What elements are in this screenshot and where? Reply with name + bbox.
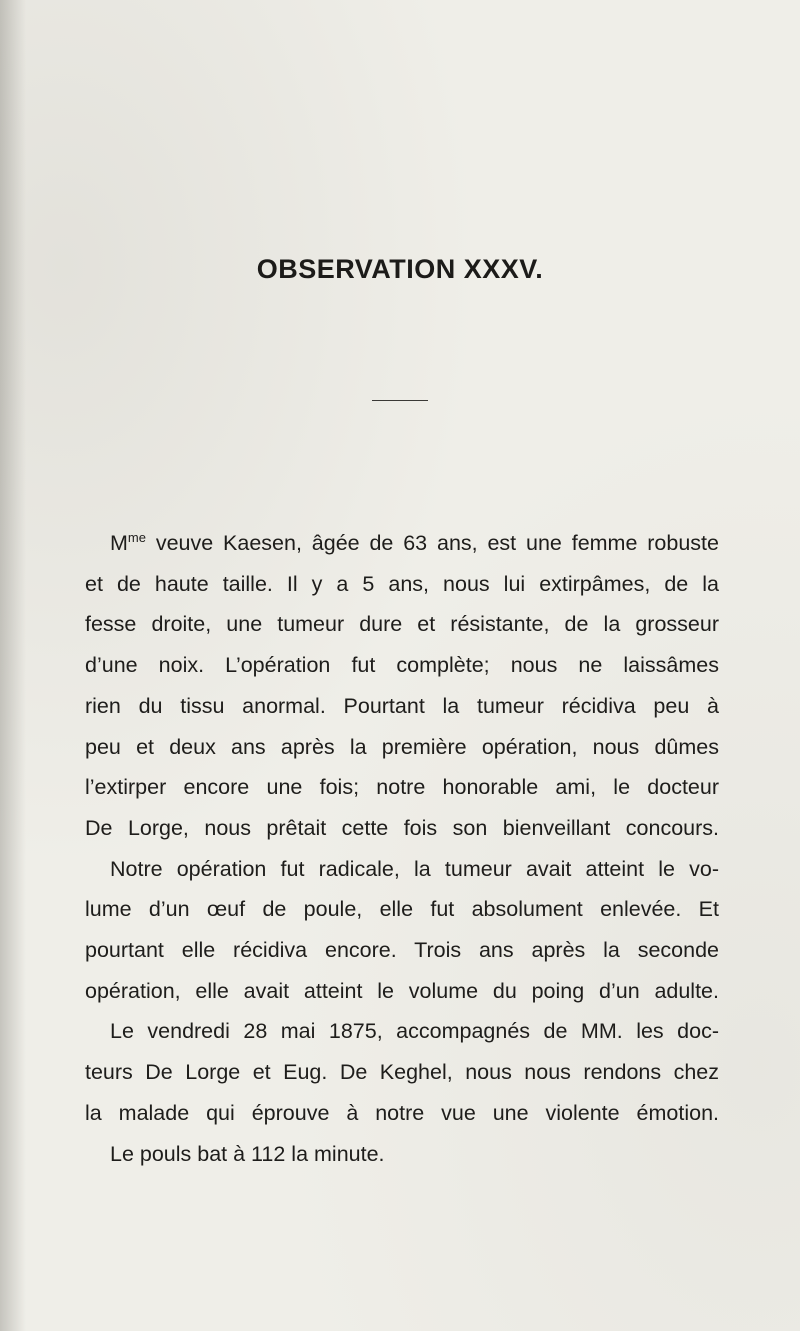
opening-line-rest: veuve Kaesen, âgée de 63 ans, est une femme robuste [145,531,719,555]
observation-body [85,523,719,1174]
text-line-5: rien du tissu anormal. Pourtant la tumeur récidiva peu à [85,693,719,718]
abbrev-superscript: me [127,530,146,545]
text-line-7: l’extirper encore une fois; notre honorable ami, le docteur [85,775,719,800]
text-line-11: pourtant elle récidiva encore. Trois ans après la seconde [85,938,719,963]
text-line-4: d’une noix. L’opération fut complète; nous ne laissâmes [85,653,719,678]
text-line-16: Le pouls bat à 112 la minute. [110,1141,385,1166]
text-line-3: fesse droite, une tumeur dure et résistante, de la grosseur [85,612,719,637]
abbrev-madame: $M^{me}$ [110,530,146,555]
separator-rule [372,400,428,401]
text-line-6: peu et deux ans après la première opération, nous dûmes [85,734,719,759]
text-line-15: la malade qui éprouve à notre vue une violente émotion. [85,1100,719,1125]
binding-shadow [0,0,26,1331]
text-line-2: et de haute taille. Il y a 5 ans, nous lui extirpâmes, de la [85,571,719,596]
observation-heading: OBSERVATION XXXV. [256,254,544,284]
text-line-13: Le vendredi 28 mai 1875, accompagnés de MM. les doc- [110,1019,719,1044]
text-line-12: opération, elle avait atteint le volume du poing d’un adulte. [85,978,719,1003]
text-line-14: teurs De Lorge et Eug. De Keghel, nous nous rendons chez [85,1060,719,1085]
text-line-1 [85,523,719,564]
text-line-8: De Lorge, nous prêtait cette fois son bienveillant concours. [85,815,719,840]
text-line-9: Notre opération fut radicale, la tumeur avait atteint le vo- [110,856,719,881]
text-line-10: lume d’un œuf de poule, elle fut absolument enlevée. Et [85,897,719,922]
